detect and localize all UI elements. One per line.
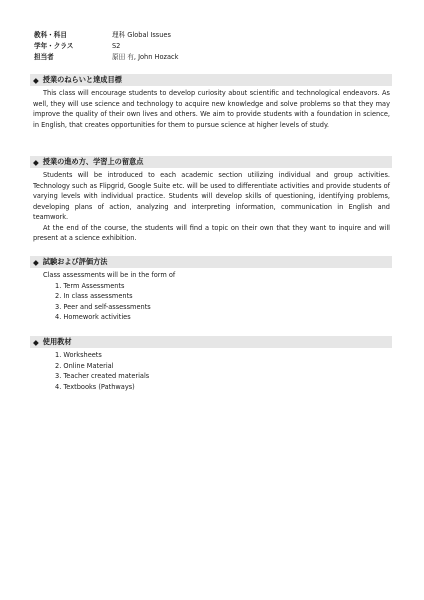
list-item: 3. Peer and self-assessments [55,302,151,311]
section-header [30,336,392,348]
section-title: 試験および評価方法 [42,257,108,266]
meta-value: S2 [112,42,121,50]
meta-row-subject [34,30,178,41]
section-body [30,170,392,244]
meta-row-teacher [34,52,178,63]
list-item: 2. In class assessments [55,292,133,300]
diamond-icon: ◆ [33,157,39,167]
section-body [30,270,392,323]
materials-list [33,350,390,392]
paragraph: This class will encourage students to develop curiosity about scientific and technological endeavors. As well, they will use science and technology to acquire new knowledge and solve problems so that they may improve the quality of their own lives and others. We aim to provide students with a foundation in science, in English, that creates opportunities for them to pursue science at higher levels of study. [33,89,390,129]
section-body [30,88,392,130]
diamond-icon: ◆ [33,337,39,347]
section-method [30,156,392,244]
meta-key: 担当者 [34,53,54,61]
list-item: 4. Homework activities [55,313,131,321]
paragraph: Students will be introduced to each academic section utilizing individual and group activities. Technology such as Flipgrid, Google Suite etc. will be used to differentiate activities and provide students of varying levels with individual practice. Students will develop skills of questioning, identifying problems, developing plans of action, analyzing and interpreting information, communication in English and teamwork. [33,171,390,221]
section-header [30,74,392,86]
section-header [30,256,392,268]
course-meta [34,30,178,63]
section-title: 授業の進め方、学習上の留意点 [42,157,144,166]
meta-key: 学年・クラス [34,42,74,50]
meta-value: 理科 Global Issues [112,31,171,39]
section-objectives [30,74,392,130]
meta-key: 教科・科目 [34,31,67,39]
assessment-list [33,281,390,323]
list-item: 1. Term Assessments [55,281,125,290]
meta-row-class [34,41,178,52]
section-body [30,350,392,392]
paragraph: At the end of the course, the students will find a topic on their own that they want to inquire and will present at a science exhibition. [33,223,390,242]
list-item: 3. Teacher created materials [55,372,150,380]
section-title: 使用教材 [42,337,72,346]
meta-value: 原田 有, John Hozack [112,53,179,61]
section-header [30,156,392,168]
list-item: 1. Worksheets [55,351,102,359]
section-intro: Class assessments will be in the form of [43,271,176,279]
list-item: 4. Textbooks (Pathways) [55,382,135,391]
section-materials [30,336,392,392]
list-item: 2. Online Material [55,361,114,370]
section-title: 授業のねらいと達成目標 [42,75,122,84]
diamond-icon: ◆ [33,75,39,85]
diamond-icon: ◆ [33,257,39,267]
section-assessment [30,256,392,323]
